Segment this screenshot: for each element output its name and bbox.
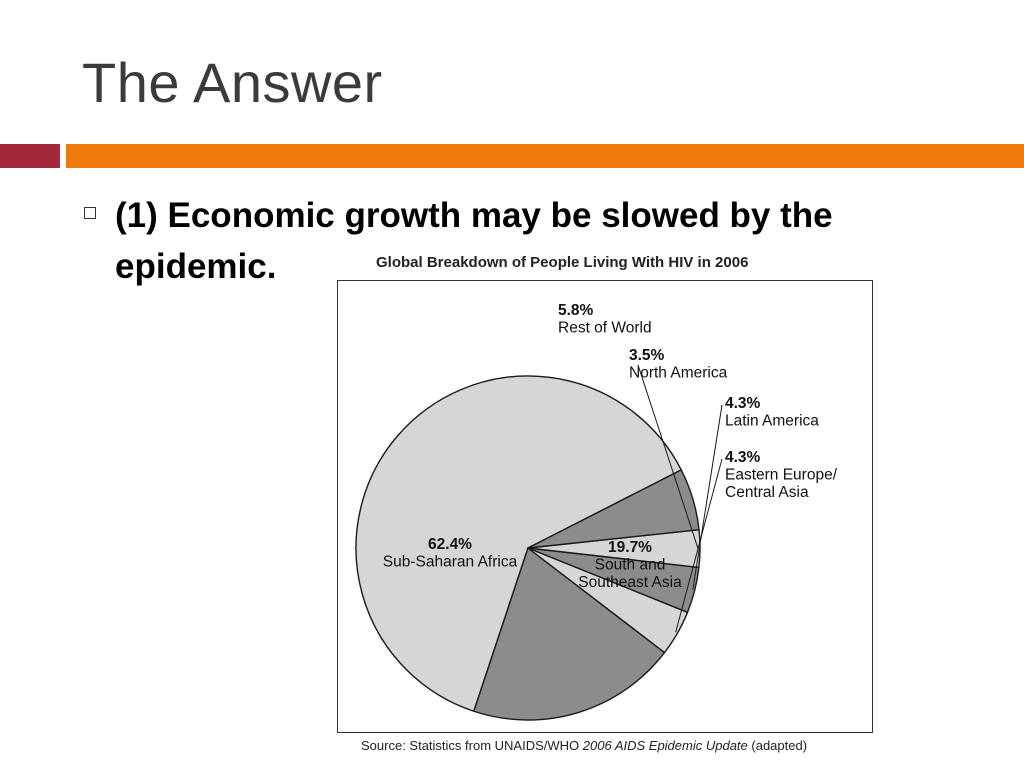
chart-title: Global Breakdown of People Living With HIV in 2006 — [376, 254, 749, 271]
bullet-square-icon — [84, 207, 96, 219]
pie-label-sub-saharan-africa: 62.4% Sub-Saharan Africa — [382, 536, 518, 571]
bullet-text: (1) Economic growth may be slowed by the epidemic. — [115, 196, 833, 286]
pie-label-latin-america: 4.3% Latin America — [725, 395, 819, 430]
source-suffix: (adapted) — [747, 738, 808, 753]
chart-source — [361, 738, 807, 753]
accent-bar-red — [0, 144, 60, 168]
pie-label-north-america: 3.5% North America — [629, 347, 728, 382]
pie-label-south-southeast-asia: 19.7% South and Southeast Asia — [578, 539, 682, 591]
pie-label-rest-of-world: 5.8% Rest of World — [558, 302, 652, 337]
accent-bar-orange — [66, 144, 1024, 168]
pie-label-eastern-europe-central-asia: 4.3% Eastern Europe/ Central Asia — [725, 449, 838, 501]
pie-chart — [338, 281, 874, 734]
source-prefix: Source: Statistics from UNAIDS/WHO — [361, 738, 583, 753]
slide-title: The Answer — [82, 51, 383, 114]
source-italic: 2006 AIDS Epidemic Update — [582, 738, 748, 753]
leader-line-latin-america — [693, 405, 722, 590]
chart-frame — [337, 280, 873, 733]
